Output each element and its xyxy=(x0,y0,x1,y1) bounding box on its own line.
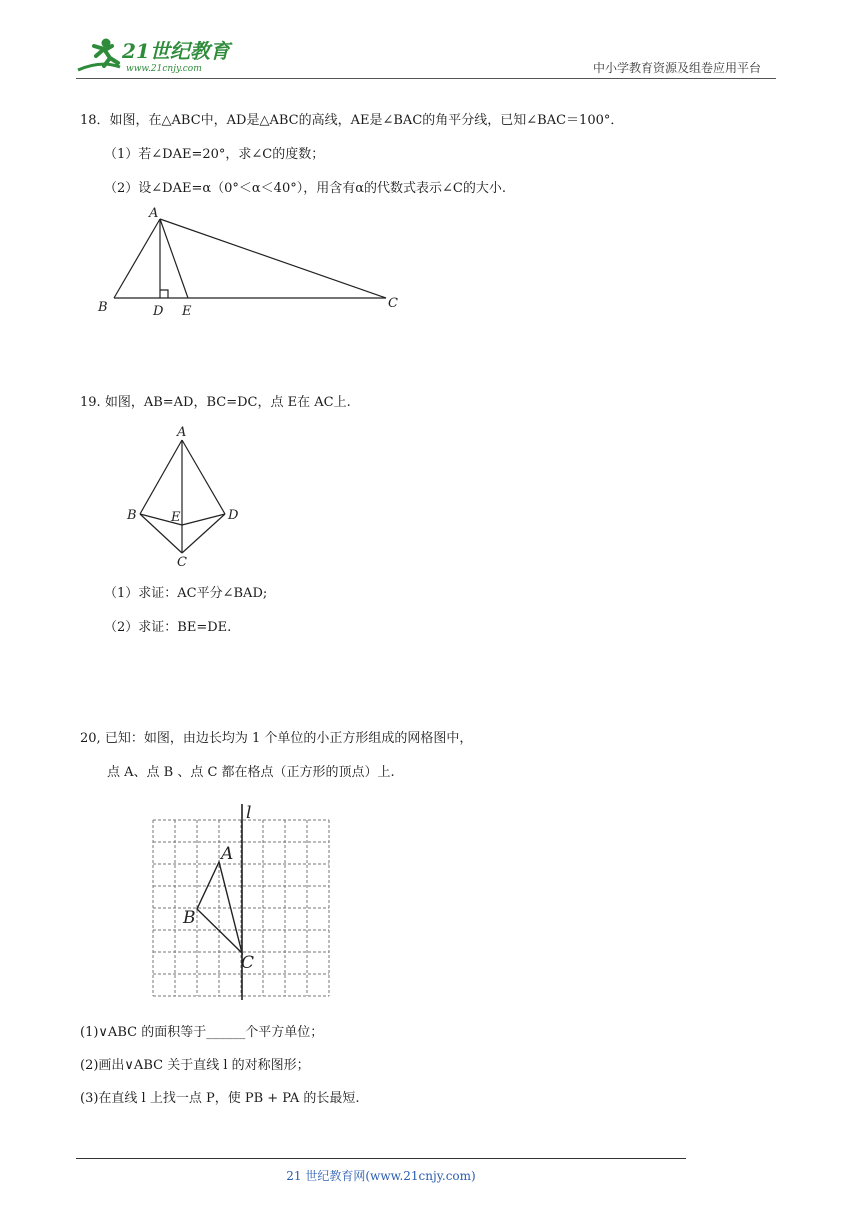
q19-part1: （1）求证：AC平分∠BAD; xyxy=(104,586,268,601)
q19-side-ab xyxy=(140,440,182,514)
q18-side-ac xyxy=(160,219,386,298)
q18-triangle-figure xyxy=(90,200,410,325)
q20-label-c: C xyxy=(241,953,255,973)
q18-label-b: B xyxy=(98,300,108,315)
q19-part2: （2）求证：BE=DE. xyxy=(104,620,232,635)
q20-stem-line2: 点 A、点 B 、点 C 都在格点（正方形的顶点）上. xyxy=(107,765,395,780)
logo-main-text: 21世纪教育 xyxy=(122,39,230,63)
q20-grid-figure xyxy=(145,800,345,1000)
site-name: 中小学教育资源及组卷应用平台 xyxy=(593,61,762,75)
q20-part1-text-a: (1)∨ABC 的面积等于 xyxy=(80,1025,207,1040)
q18-label-d: D xyxy=(153,304,164,319)
q19-label-e: E xyxy=(171,510,181,525)
q19-kite-figure xyxy=(122,424,247,570)
q19-label-c: C xyxy=(177,555,187,570)
q18-label-a: A xyxy=(149,206,159,221)
q18-stem: 如图，在△ABC中，AD是△ABC的高线，AE是∠BAC的角平分线，已知∠BAC＝100°． xyxy=(109,113,624,128)
q18-side-ab xyxy=(114,219,160,298)
footer-link[interactable]: 21 世纪教育网(www.21cnjy.com) xyxy=(286,1169,476,1183)
q20-stem-line1-text: 已知：如图，由边长均为 1 个单位的小正方形组成的网格图中， xyxy=(104,731,473,746)
q18-bisector-ae xyxy=(160,219,188,298)
q20-number: 20, xyxy=(80,731,101,746)
q20-part3: (3)在直线 l 上找一点 P，使 PB + PA 的长最短. xyxy=(80,1091,360,1106)
q20-part1-text-b: 个平方单位； xyxy=(245,1025,324,1040)
q19-label-a: A xyxy=(177,425,187,440)
q20-part1 xyxy=(80,1025,323,1041)
q18-label-c: C xyxy=(388,296,398,311)
q18-right-angle-mark xyxy=(160,290,168,298)
q18-label-e: E xyxy=(182,304,192,319)
running-figure-logo-icon xyxy=(76,34,246,76)
logo-url-text: www.21cnjy.com xyxy=(126,64,202,74)
header-rule xyxy=(76,78,776,79)
q18-part2: （2）设∠DAE=α（0°＜α＜40°），用含有α的代数式表示∠C的大小. xyxy=(104,181,506,196)
q19-stem: 如图，AB=AD，BC=DC，点 E在 AC上. xyxy=(104,395,351,410)
q19-number: 19. xyxy=(80,395,101,410)
q20-label-b: B xyxy=(183,908,196,928)
q20-label-l: l xyxy=(246,803,252,823)
site-logo xyxy=(76,34,246,76)
q20-label-a: A xyxy=(221,844,234,864)
q20-stem-line1 xyxy=(80,731,472,747)
q18-number: 18． xyxy=(80,113,110,128)
q19-label-b: B xyxy=(127,508,137,523)
q19-side-ad xyxy=(182,440,225,514)
footer-rule xyxy=(76,1158,686,1159)
q18-part1: （1）若∠DAE=20°，求∠C的度数； xyxy=(104,147,325,162)
q20-part2: (2)画出∨ABC 关于直线 l 的对称图形； xyxy=(80,1058,310,1073)
q19-stem-line xyxy=(80,395,351,411)
q18-stem-line xyxy=(80,113,623,129)
q19-label-d: D xyxy=(228,508,239,523)
q20-answer-blank[interactable]: ______ xyxy=(206,1025,246,1040)
